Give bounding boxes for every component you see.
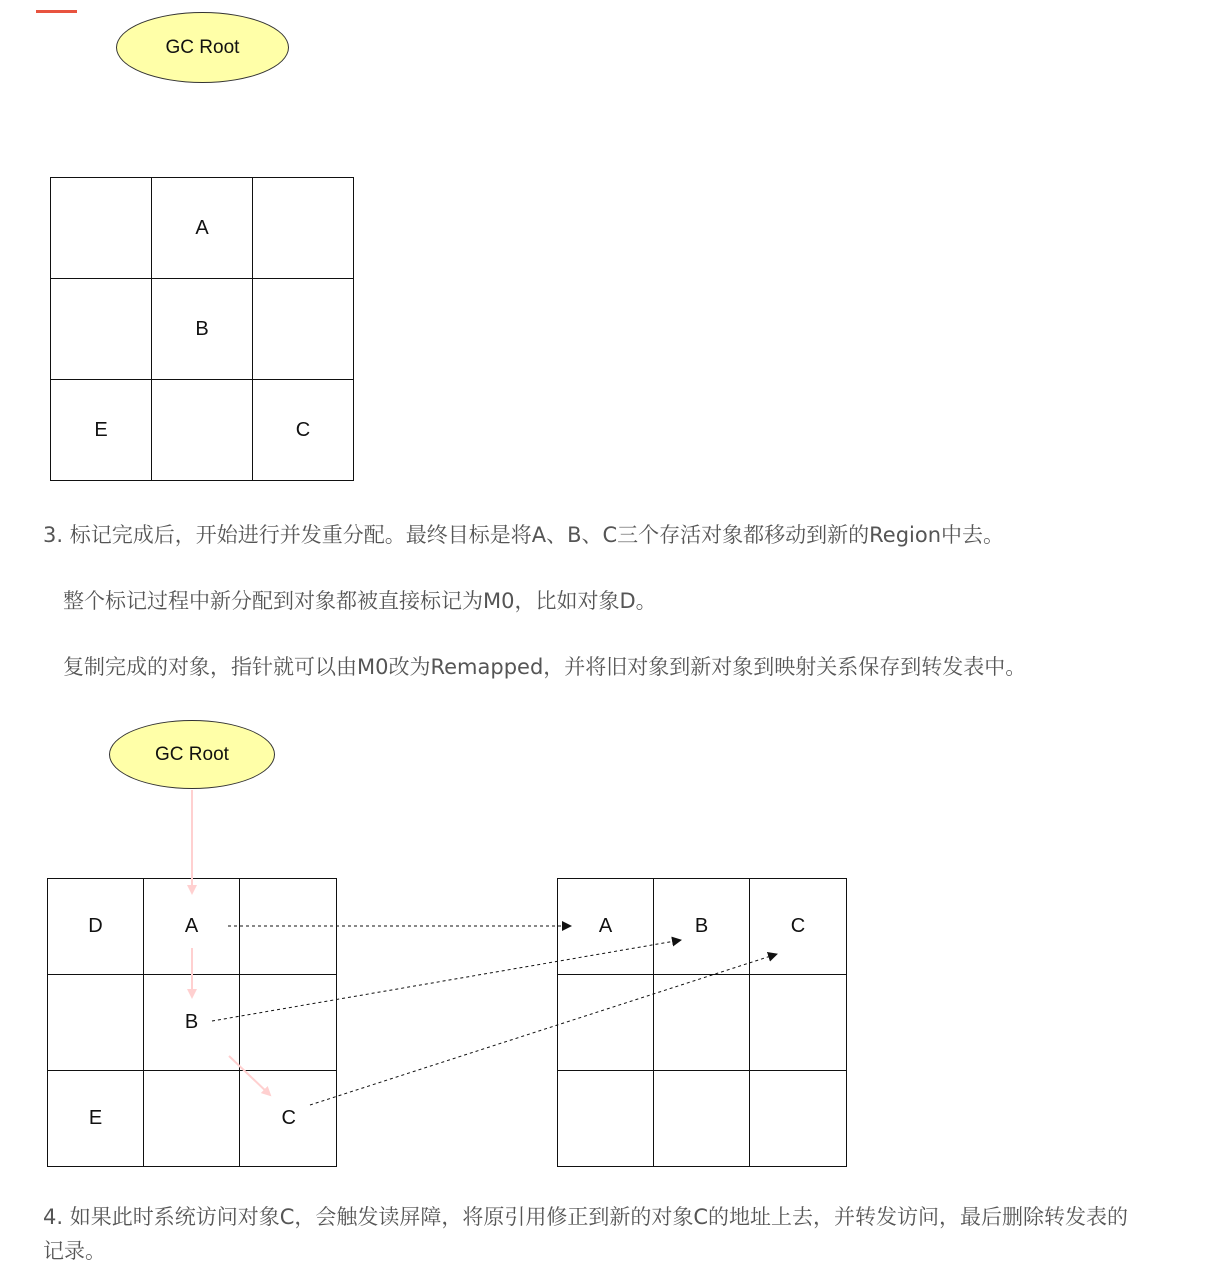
grid1-cell-object-e: E [51, 380, 152, 481]
new-cell-object-b: B [654, 879, 750, 975]
old-cell [240, 879, 337, 975]
old-cell [48, 975, 144, 1071]
grid1-cell [51, 178, 152, 279]
new-cell [558, 975, 654, 1071]
old-cell [240, 975, 337, 1071]
new-cell [558, 1071, 654, 1167]
grid1-cell-object-c: C [253, 380, 354, 481]
gc-root-node-2 [109, 720, 275, 789]
new-region-grid [557, 878, 847, 1167]
new-cell [750, 975, 847, 1071]
step4-paragraph: 4. 如果此时系统访问对象C，会触发读屏障，将原引用修正到新的对象C的地址上去，并转发访问，最后删除转发表的记录。 [43, 1205, 1129, 1263]
new-cell-object-a: A [558, 879, 654, 975]
old-region-grid [47, 878, 337, 1167]
gc-root-label: GC Root [165, 36, 240, 58]
region-grid-1 [50, 177, 354, 481]
gc-root-label: GC Root [155, 743, 229, 765]
grid1-cell [253, 178, 354, 279]
grid1-cell-object-a: A [152, 178, 253, 279]
grid1-cell [253, 279, 354, 380]
new-cell-object-c: C [750, 879, 847, 975]
old-cell-object-a: A [144, 879, 240, 975]
step3-paragraph-1: 3. 标记完成后，开始进行并发重分配。最终目标是将A、B、C三个存活对象都移动到新的Region中去。 [43, 523, 1005, 547]
grid1-cell-object-b: B [152, 279, 253, 380]
old-cell-object-b: B [144, 975, 240, 1071]
gc-root-node-1 [116, 12, 289, 83]
old-cell-object-d: D [48, 879, 144, 975]
grid1-cell [51, 279, 152, 380]
top-accent-bar [36, 10, 77, 13]
new-cell [654, 975, 750, 1071]
grid1-cell [152, 380, 253, 481]
new-cell [750, 1071, 847, 1167]
step3-paragraph-3: 复制完成的对象，指针就可以由M0改为Remapped，并将旧对象到新对象到映射关系保存到转发表中。 [63, 655, 1027, 679]
old-cell-object-e: E [48, 1071, 144, 1167]
old-cell-object-c: C [240, 1071, 337, 1167]
old-cell [144, 1071, 240, 1167]
step3-paragraph-2: 整个标记过程中新分配到对象都被直接标记为M0，比如对象D。 [63, 589, 657, 613]
new-cell [654, 1071, 750, 1167]
